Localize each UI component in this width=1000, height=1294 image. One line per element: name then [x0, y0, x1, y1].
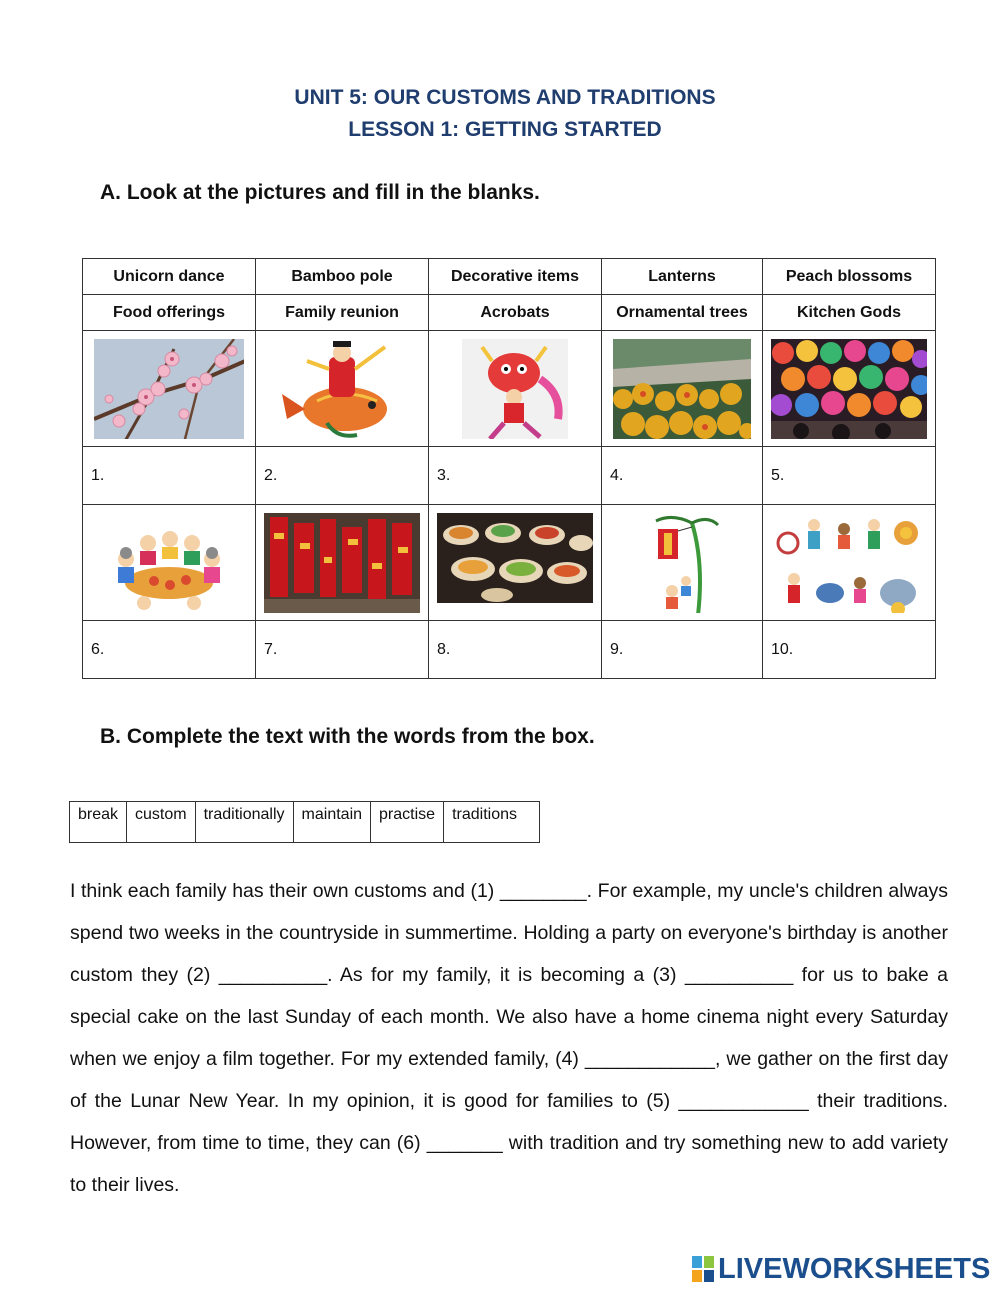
picture-cell — [83, 331, 256, 447]
liveworksheets-logo — [692, 1252, 990, 1286]
picture-cell — [256, 331, 429, 447]
picture-cell — [256, 505, 429, 621]
picture-cell — [763, 505, 936, 621]
picture-cell — [602, 331, 763, 447]
unicorn-dance-picture — [462, 339, 568, 439]
answer-cell[interactable]: 3. — [429, 447, 602, 505]
unit-title: UNIT 5: OUR CUSTOMS AND TRADITIONS — [294, 86, 716, 109]
bamboo-pole-picture — [642, 513, 722, 613]
word-cell: Lanterns — [602, 259, 763, 295]
word-cell: Food offerings — [83, 295, 256, 331]
word-cell: Peach blossoms — [763, 259, 936, 295]
family-reunion-picture — [104, 513, 234, 613]
acrobats-picture — [774, 513, 924, 613]
word-cell: Decorative items — [429, 259, 602, 295]
lanterns-photo — [771, 339, 927, 439]
food-offerings-photo — [437, 513, 593, 613]
word-box-item: custom — [127, 802, 196, 843]
picture-cell — [429, 505, 602, 621]
word-box-item: maintain — [293, 802, 370, 843]
answer-cell[interactable]: 10. — [763, 621, 936, 679]
word-box-item: break — [70, 802, 127, 843]
answer-cell[interactable]: 6. — [83, 621, 256, 679]
picture-cell — [83, 505, 256, 621]
word-cell: Family reunion — [256, 295, 429, 331]
answer-cell[interactable]: 1. — [83, 447, 256, 505]
answer-cell[interactable]: 7. — [256, 621, 429, 679]
word-cell: Kitchen Gods — [763, 295, 936, 331]
answer-cell[interactable]: 8. — [429, 621, 602, 679]
cloze-passage — [70, 870, 948, 1206]
peach-blossom-photo — [94, 339, 244, 439]
answer-cell[interactable]: 2. — [256, 447, 429, 505]
liveworksheets-icon — [692, 1256, 714, 1282]
word-cell: Unicorn dance — [83, 259, 256, 295]
decorative-items-photo — [264, 513, 420, 613]
word-box-item: practise — [371, 802, 444, 843]
picture-cell — [763, 331, 936, 447]
picture-vocabulary-table — [82, 258, 936, 679]
lesson-title: LESSON 1: GETTING STARTED — [348, 118, 662, 141]
word-cell: Bamboo pole — [256, 259, 429, 295]
answer-cell[interactable]: 9. — [602, 621, 763, 679]
ornamental-trees-photo — [613, 339, 751, 439]
word-box-item: traditions — [444, 802, 540, 843]
answer-cell[interactable]: 5. — [763, 447, 936, 505]
word-cell: Acrobats — [429, 295, 602, 331]
picture-cell — [429, 331, 602, 447]
word-box-item: traditionally — [195, 802, 293, 843]
picture-cell — [602, 505, 763, 621]
kitchen-god-carp-picture — [267, 339, 417, 439]
word-box — [69, 801, 540, 843]
passage-text: I think each family has their own customs and (1) ________. For example, my uncle's children always spend two weeks in the countryside in summertime. Holding a party on everyone's birthday is another custom they (2) __________. As for my family, it is becoming a (3) __________ for us to bake a special cake on the last Sunday of each month. We also have a home cinema night every Saturday when we enjoy a film together. For my extended family, (4) ____________, we gather on the first day of the Lunar New Year. In my opinion, it is good for families to (5) ____________ their traditions. However, from time to time, they can (6) _______ with tradition and try something new to add variety to their lives. — [70, 880, 948, 1196]
word-cell: Ornamental trees — [602, 295, 763, 331]
section-a-heading: A. Look at the pictures and fill in the blanks. — [100, 181, 540, 204]
brand-name: LIVEWORKSHEETS — [718, 1252, 991, 1285]
answer-cell[interactable]: 4. — [602, 447, 763, 505]
section-b-heading: B. Complete the text with the words from the box. — [100, 725, 595, 748]
